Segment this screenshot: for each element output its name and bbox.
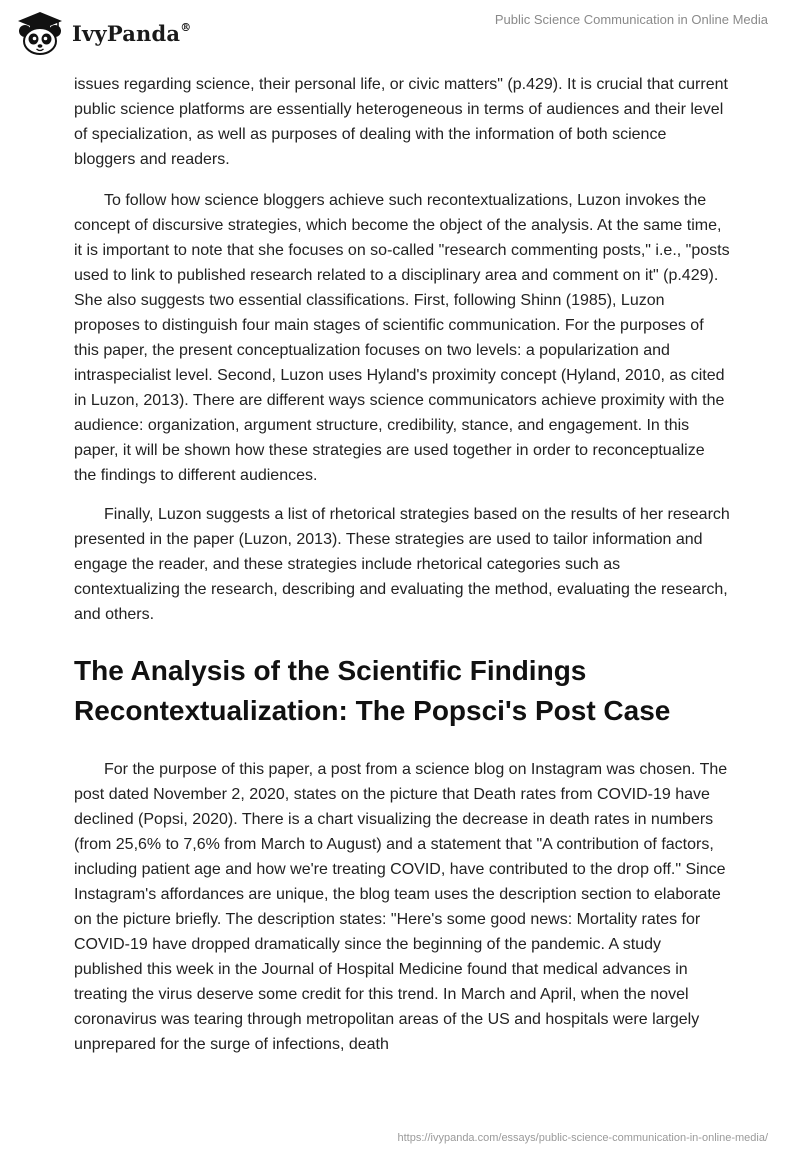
document-title: Public Science Communication in Online Media xyxy=(494,12,768,27)
brand-logo[interactable] xyxy=(14,10,191,56)
paragraph: To follow how science bloggers achieve such recontextualizations, Luzon invokes the concept of discursive strategies, which become the object of the analysis. At the same time, it is important to note that she focuses on so-called "research commenting posts," i.e., "posts used to link to published research related to a disciplinary area and comment on it" (p.429). She also suggests two essential classifications. First, following Shinn (1985), Luzon proposes to distinguish four main stages of scientific communication. For the purposes of this paper, the present conceptualization focuses on two levels: a popularization and intraspecialist level. Second, Luzon uses Hyland's proximity concept (Hyland, 2010, as cited in Luzon, 2013). There are different ways science communicators achieve proximity with the audience: organization, argument structure, credibility, stance, and engagement. In this paper, it will be shown how these strategies are used together in order to reconceptualize the findings to different audiences. xyxy=(74,192,730,484)
section-heading: The Analysis of the Scientific Findings Recontextualization: The Popsci's Post Case xyxy=(74,655,671,726)
panda-graduate-icon xyxy=(14,10,66,56)
source-url[interactable]: https://ivypanda.com/essays/public-science-communication-in-online-media/ xyxy=(397,1132,768,1144)
paragraph: Finally, Luzon suggests a list of rhetorical strategies based on the results of her research presented in the paper (Luzon, 2013). These strategies are used to tailor information and engage the reader, and these strategies include rhetorical categories such as contextualizing the research, describing and evaluating the method, evaluating the research, and others. xyxy=(74,506,730,623)
paragraph: For the purpose of this paper, a post from a science blog on Instagram was chosen. The post dated November 2, 2020, states on the picture that Death rates from COVID-19 have declined (Popsi, 2020). There is a chart visualizing the decrease in death rates in numbers (from 25,6% to 7,6% from March to August) and a statement that "A contribution of factors, including patient age and how we're treating COVID, have contributed to the drop off." Since Instagram's affordances are unique, the blog team uses the description section to elaborate on the picture briefly. The description states: "Here's some good news: Mortality rates for COVID-19 have dropped dramatically since the beginning of the pandemic. A study published this week in the Journal of Hospital Medicine found that medical advances in treating the virus deserve some credit for this trend. In March and April, when the novel coronavirus was tearing through metropolitan areas of the US and hospitals were largely unprepared for the surge of infections, death xyxy=(74,761,728,1053)
brand-name: IvyPanda® xyxy=(72,20,192,46)
essay-body xyxy=(74,72,730,1071)
paragraph-continuation: issues regarding science, their personal life, or civic matters" (p.429). It is crucial that current public science platforms are essentially heterogeneous in terms of audiences and their level of specialization, as well as purposes of dealing with the information of both science bloggers and readers. xyxy=(74,76,728,168)
page-header xyxy=(0,0,800,70)
